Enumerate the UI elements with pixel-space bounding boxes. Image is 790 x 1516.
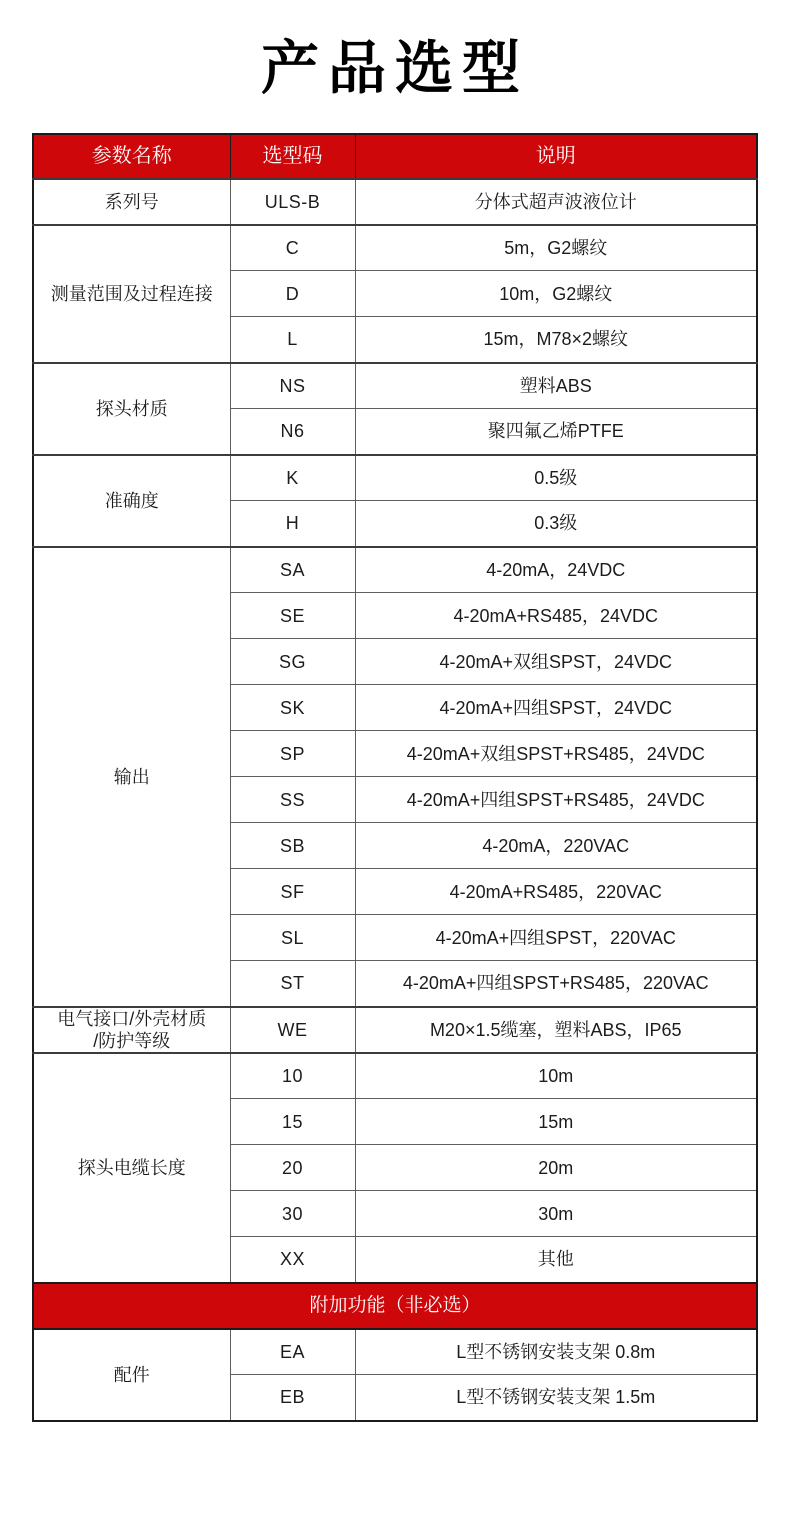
- desc-cell: 4-20mA+四组SPST，24VDC: [355, 685, 757, 731]
- section-banner-row: [33, 1283, 757, 1329]
- param-cell-probe-material: 探头材质: [33, 363, 230, 455]
- desc-cell: 聚四氟乙烯PTFE: [355, 409, 757, 455]
- table-row: [33, 547, 757, 593]
- code-cell: 20: [230, 1145, 355, 1191]
- table-row: [33, 455, 757, 501]
- code-cell: EA: [230, 1329, 355, 1375]
- code-cell: SA: [230, 547, 355, 593]
- code-cell: SF: [230, 869, 355, 915]
- param-cell-accuracy: 准确度: [33, 455, 230, 547]
- desc-cell: 4-20mA+RS485，220VAC: [355, 869, 757, 915]
- desc-cell: 15m: [355, 1099, 757, 1145]
- param-cell-series: 系列号: [33, 179, 230, 225]
- desc-cell: 4-20mA，24VDC: [355, 547, 757, 593]
- code-cell: N6: [230, 409, 355, 455]
- header-param: 参数名称: [33, 134, 230, 179]
- desc-cell: 分体式超声波液位计: [355, 179, 757, 225]
- code-cell: EB: [230, 1375, 355, 1421]
- code-cell: SG: [230, 639, 355, 685]
- desc-cell: 0.5级: [355, 455, 757, 501]
- code-cell: 30: [230, 1191, 355, 1237]
- desc-cell: 4-20mA+双组SPST，24VDC: [355, 639, 757, 685]
- code-cell: C: [230, 225, 355, 271]
- table-row: [33, 1053, 757, 1099]
- table-row: [33, 225, 757, 271]
- param-cell-accessories: 配件: [33, 1329, 230, 1421]
- desc-cell: 30m: [355, 1191, 757, 1237]
- header-desc: 说明: [355, 134, 757, 179]
- desc-cell: L型不锈钢安装支架 1.5m: [355, 1375, 757, 1421]
- desc-cell: 10m，G2螺纹: [355, 271, 757, 317]
- header-code: 选型码: [230, 134, 355, 179]
- code-cell: NS: [230, 363, 355, 409]
- desc-cell: 10m: [355, 1053, 757, 1099]
- code-cell: ST: [230, 961, 355, 1007]
- param-cell-output: 输出: [33, 547, 230, 1007]
- desc-cell: 0.3级: [355, 501, 757, 547]
- param-cell-cable-length: 探头电缆长度: [33, 1053, 230, 1283]
- desc-cell: 4-20mA+RS485，24VDC: [355, 593, 757, 639]
- code-cell: 15: [230, 1099, 355, 1145]
- desc-cell: 4-20mA，220VAC: [355, 823, 757, 869]
- product-selection-table: [32, 133, 758, 1422]
- param-cell-range-connection: 测量范围及过程连接: [33, 225, 230, 363]
- desc-cell: 塑料ABS: [355, 363, 757, 409]
- desc-cell: 5m，G2螺纹: [355, 225, 757, 271]
- desc-cell: 15m，M78×2螺纹: [355, 317, 757, 363]
- table-row: [33, 1329, 757, 1375]
- param-line-2: /防护等级: [93, 1030, 171, 1051]
- desc-cell: 其他: [355, 1237, 757, 1283]
- code-cell: SS: [230, 777, 355, 823]
- code-cell: SB: [230, 823, 355, 869]
- code-cell: SL: [230, 915, 355, 961]
- desc-cell: 4-20mA+双组SPST+RS485，24VDC: [355, 731, 757, 777]
- page-title: 产品选型: [260, 36, 529, 101]
- additional-functions-banner: 附加功能（非必选）: [33, 1283, 757, 1329]
- code-cell: H: [230, 501, 355, 547]
- desc-cell: 4-20mA+四组SPST+RS485，24VDC: [355, 777, 757, 823]
- code-cell: SK: [230, 685, 355, 731]
- table-header-row: [33, 134, 757, 179]
- code-cell: 10: [230, 1053, 355, 1099]
- desc-cell: 4-20mA+四组SPST，220VAC: [355, 915, 757, 961]
- desc-cell: 20m: [355, 1145, 757, 1191]
- code-cell: D: [230, 271, 355, 317]
- code-cell: XX: [230, 1237, 355, 1283]
- code-cell: L: [230, 317, 355, 363]
- table-row: [33, 363, 757, 409]
- code-cell: ULS-B: [230, 179, 355, 225]
- code-cell: SE: [230, 593, 355, 639]
- table-row: [33, 179, 757, 225]
- desc-cell: 4-20mA+四组SPST+RS485，220VAC: [355, 961, 757, 1007]
- code-cell: WE: [230, 1007, 355, 1053]
- table-row: [33, 1007, 757, 1053]
- param-line-1: 电气接口/外壳材质: [57, 1008, 207, 1029]
- desc-cell: M20×1.5缆塞，塑料ABS，IP65: [355, 1007, 757, 1053]
- code-cell: K: [230, 455, 355, 501]
- param-cell-electrical-enclosure: [33, 1007, 230, 1053]
- desc-cell: L型不锈钢安装支架 0.8m: [355, 1329, 757, 1375]
- code-cell: SP: [230, 731, 355, 777]
